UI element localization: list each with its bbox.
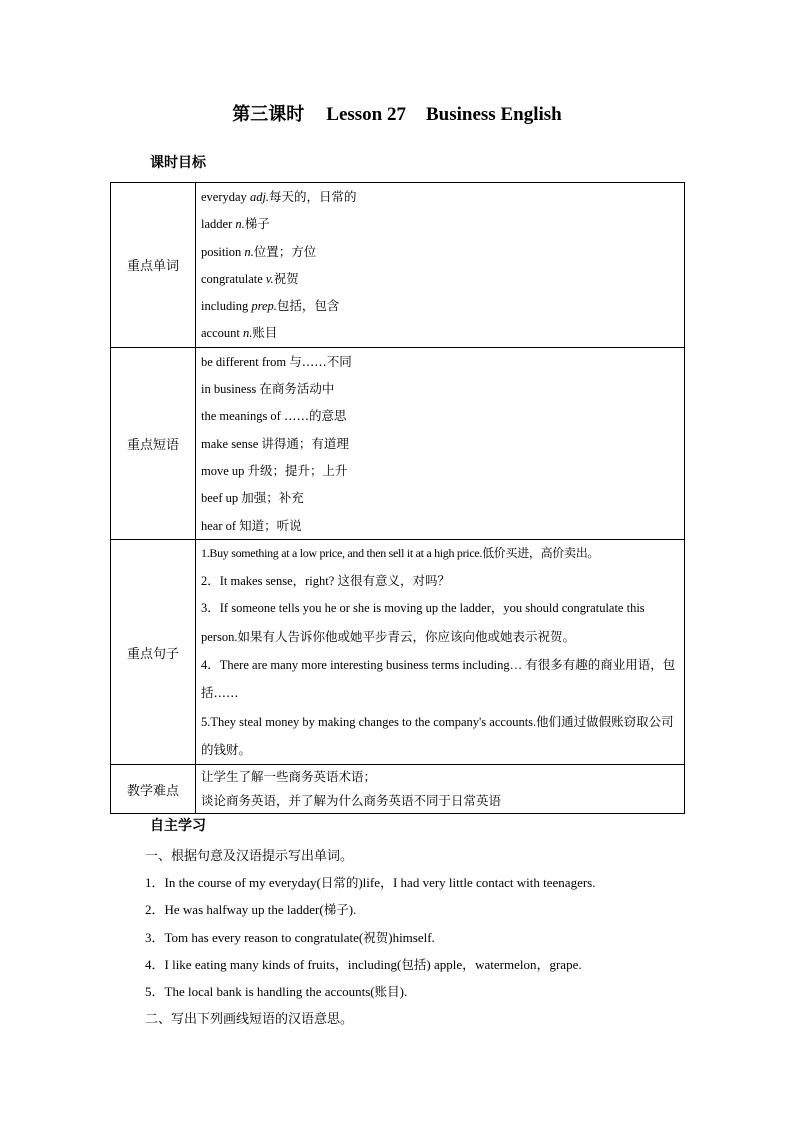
difficulties-cell	[196, 765, 685, 814]
exercise-item: 3．Tom has every reason to congratulate(祝贺)himself.	[145, 930, 435, 945]
title-cn: 第三课时	[232, 104, 305, 125]
phrase-item: make sense 讲得通；有道理	[201, 435, 349, 451]
word-item: position n.位置；方位	[201, 243, 317, 259]
phrase-item: move up 升级；提升；上升	[201, 462, 348, 478]
word-item: ladder n.梯子	[201, 216, 270, 232]
title-topic: Business English	[426, 104, 562, 125]
phrase-item: in business 在商务活动中	[201, 381, 335, 397]
phrases-cell	[196, 347, 685, 539]
table-row	[111, 183, 685, 348]
sentence-item: 1.Buy something at a low price, and then sell it at a high price.低价买进，高价卖出。	[201, 545, 600, 560]
sentence-item: 5.They steal money by making changes to the company's accounts.他们通过做假账窃取公司的钱财。	[201, 713, 674, 757]
word-item: account n.账目	[201, 325, 278, 341]
objectives-table	[110, 182, 685, 814]
phrase-item: hear of 知道；听说	[201, 517, 302, 533]
words-cell	[196, 183, 685, 348]
objectives-heading: 课时目标	[150, 155, 206, 171]
table-row	[111, 765, 685, 814]
words-label: 重点单词	[111, 183, 196, 348]
self-study-heading: 自主学习	[150, 818, 206, 834]
phrase-item: be different from 与……不同	[201, 353, 352, 369]
word-item: congratulate v.祝贺	[201, 270, 299, 286]
title-lesson: Lesson 27	[326, 104, 406, 125]
difficulty-item: 让学生了解一些商务英语术语；	[201, 769, 377, 785]
difficulty-item: 谈论商务英语，并了解为什么商务英语不同于日常英语	[201, 793, 502, 809]
difficulties-label: 教学难点	[111, 765, 196, 814]
lesson-title	[0, 100, 794, 126]
table-row	[111, 347, 685, 539]
exercise-item: 1．In the course of my everyday(日常的)life，I had very little contact with teenagers.	[145, 875, 596, 890]
sentences-cell	[196, 539, 685, 764]
exercise-item: 4．I like eating many kinds of fruits，including(包括) apple，watermelon，grape.	[145, 957, 582, 972]
word-item: everyday adj.每天的，日常的	[201, 189, 357, 204]
phrase-item: the meanings of ……的意思	[201, 408, 347, 424]
word-item: including prep.包括，包含	[201, 298, 340, 314]
sentence-item: 3．If someone tells you he or she is moving up the ladder，you should congratulate this person.如果有人告诉你他或她平步青云，你应该向他或她表示祝贺。	[201, 601, 645, 644]
exercise2-instruction: 二、写出下列画线短语的汉语意思。	[145, 1011, 354, 1026]
exercise-item: 2．He was halfway up the ladder(梯子).	[145, 902, 357, 917]
phrases-label: 重点短语	[111, 347, 196, 539]
exercise-item: 5．The local bank is handling the accounts(账目).	[145, 984, 408, 999]
sentence-item: 2．It makes sense，right? 这很有意义，对吗？	[201, 573, 450, 589]
table-row	[111, 539, 685, 764]
exercise1-instruction: 一、根据句意及汉语提示写出单词。	[145, 848, 354, 863]
sentence-item: 4．There are many more interesting business terms including… 有很多有趣的商业用语，包括……	[201, 657, 676, 701]
phrase-item: beef up 加强；补充	[201, 490, 304, 506]
sentences-label: 重点句子	[111, 539, 196, 764]
